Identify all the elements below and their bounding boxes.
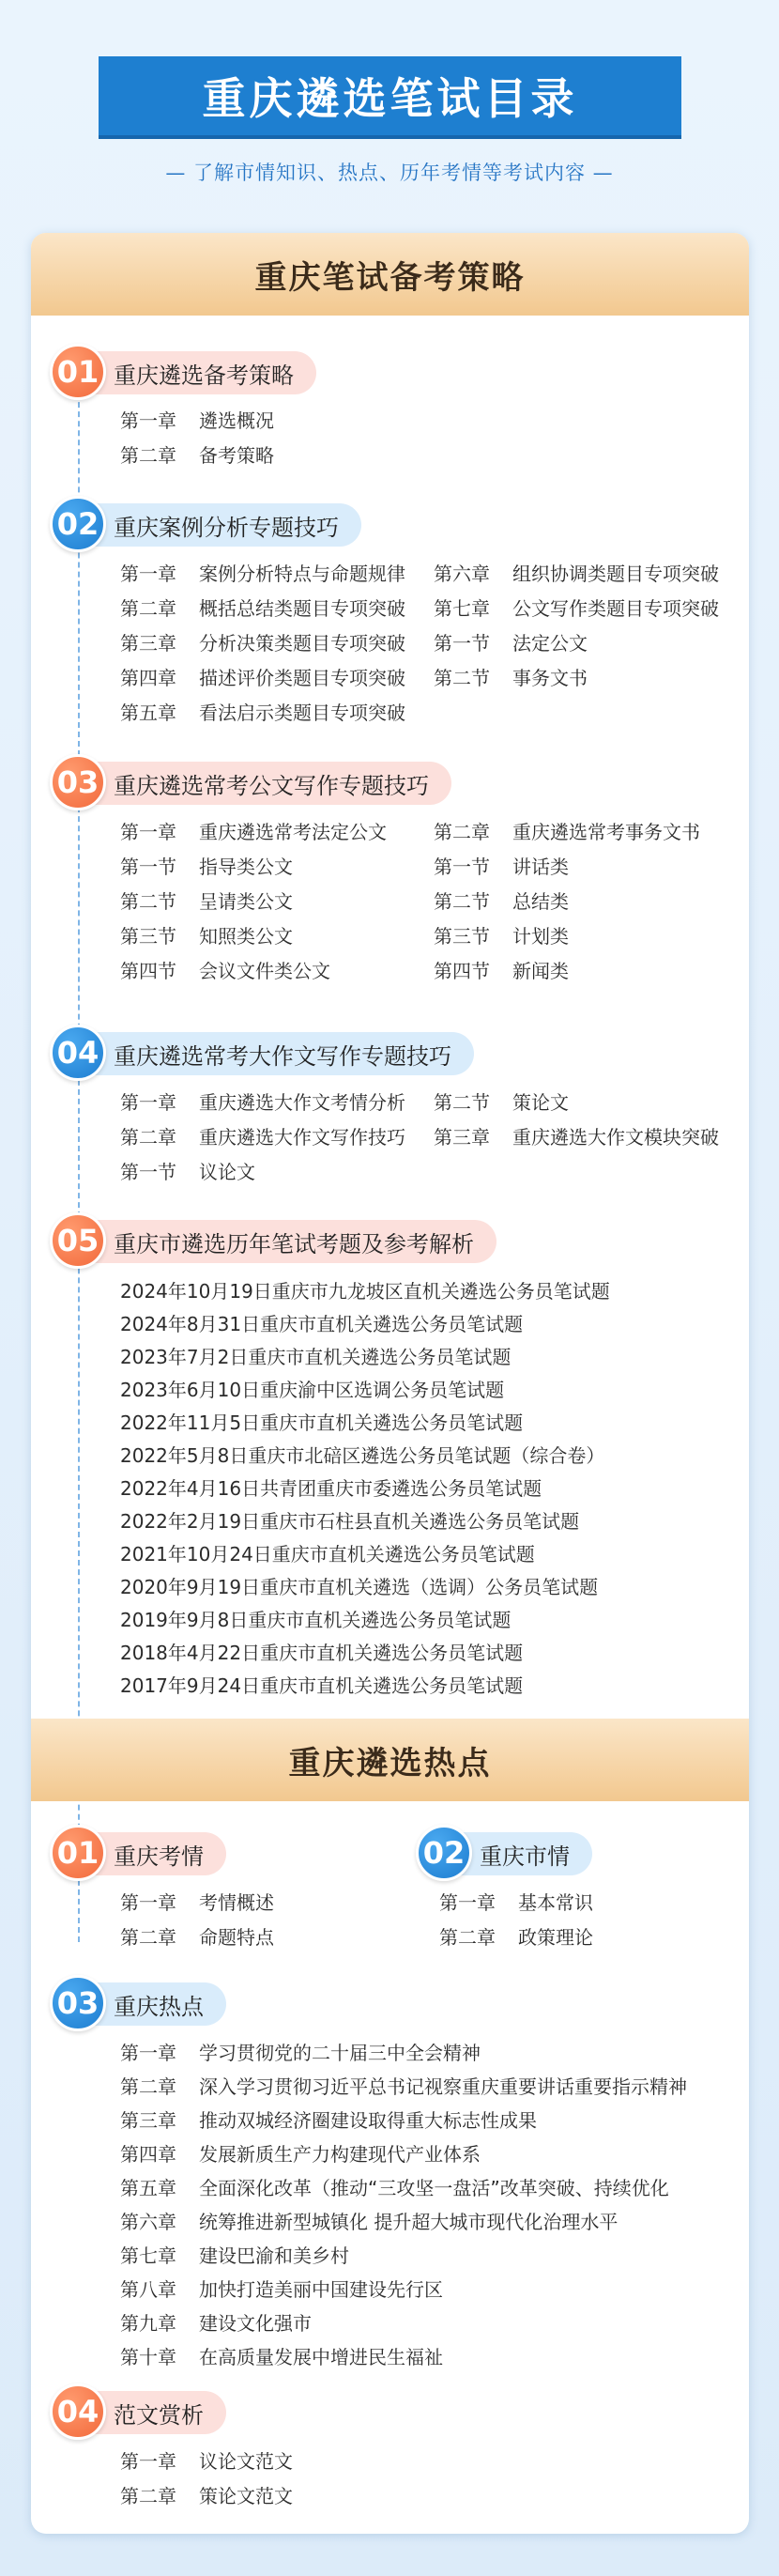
exam-paper-item: 2017年9月24日重庆市直机关遴选公务员笔试题 — [120, 1674, 524, 1697]
list-item: 第二章 命题特点 — [120, 1926, 274, 1949]
part2-banner — [31, 1719, 749, 1801]
list-item: 第二章 概括总结类题目专项突破 — [120, 597, 405, 620]
section-number-badge: 04 — [50, 2383, 106, 2440]
section-title: 重庆遴选常考公文写作专题技巧 — [67, 762, 451, 805]
exam-paper-item: 2023年7月2日重庆市直机关遴选公务员笔试题 — [120, 1346, 512, 1368]
list-item: 第四节 会议文件类公文 — [120, 960, 330, 982]
section-number-badge: 02 — [416, 1825, 472, 1881]
list-item: 第八章 加快打造美丽中国建设先行区 — [120, 2278, 443, 2301]
exam-paper-item: 2022年5月8日重庆市北碚区遴选公务员笔试题（综合卷） — [120, 1444, 605, 1467]
list-item: 第十章 在高质量发展中增进民生福祉 — [120, 2346, 443, 2368]
section-title: 重庆市遴选历年笔试考题及参考解析 — [67, 1220, 496, 1263]
exam-paper-item: 2024年10月19日重庆市九龙坡区直机关遴选公务员笔试题 — [120, 1280, 610, 1303]
timeline-line — [78, 346, 80, 1942]
section-title: 重庆遴选常考大作文写作专题技巧 — [67, 1032, 474, 1075]
section-number-badge: 01 — [50, 344, 106, 400]
list-item: 第一章 遴选概况 — [120, 409, 274, 432]
list-item: 第五章 全面深化改革（推动“三攻坚一盘活”改革突破、持续优化 — [120, 2177, 669, 2199]
list-item: 第五章 看法启示类题目专项突破 — [120, 702, 405, 724]
exam-paper-item: 2023年6月10日重庆渝中区选调公务员笔试题 — [120, 1379, 505, 1401]
list-item: 第六章 组织协调类题目专项突破 — [434, 563, 719, 585]
part1-banner-title: 重庆笔试备考策略 — [254, 258, 526, 297]
exam-paper-item: 2019年9月8日重庆市直机关遴选公务员笔试题 — [120, 1609, 512, 1631]
section-title: 重庆市情 — [433, 1832, 592, 1875]
list-item: 第三节 知照类公文 — [120, 925, 293, 948]
section-title: 重庆热点 — [67, 1982, 226, 2026]
list-item: 第二章 备考策略 — [120, 444, 274, 467]
page-title: 重庆遴选笔试目录 — [202, 73, 578, 124]
list-item: 第一章 重庆遴选常考法定公文 — [120, 821, 387, 843]
list-item: 第一节 指导类公文 — [120, 856, 293, 878]
exam-paper-item: 2018年4月22日重庆市直机关遴选公务员笔试题 — [120, 1642, 524, 1664]
section-title: 重庆案例分析专题技巧 — [67, 503, 361, 547]
exam-paper-item: 2024年8月31日重庆市直机关遴选公务员笔试题 — [120, 1313, 524, 1335]
list-item: 第四章 描述评价类题目专项突破 — [120, 667, 405, 689]
list-item: 第二章 重庆遴选常考事务文书 — [434, 821, 700, 843]
list-item: 第二章 策论文范文 — [120, 2485, 293, 2507]
exam-paper-item: 2021年10月24日重庆市直机关遴选公务员笔试题 — [120, 1543, 535, 1566]
list-item: 第一章 议论文范文 — [120, 2450, 293, 2473]
list-item: 第一节 讲话类 — [434, 856, 569, 878]
list-item: 第三章 推动双城经济圈建设取得重大标志性成果 — [120, 2109, 537, 2132]
exam-paper-item: 2020年9月19日重庆市直机关遴选（选调）公务员笔试题 — [120, 1576, 599, 1598]
exam-paper-item: 2022年11月5日重庆市直机关遴选公务员笔试题 — [120, 1411, 524, 1434]
exam-paper-item: 2022年4月16日共青团重庆市委遴选公务员笔试题 — [120, 1477, 542, 1500]
list-item: 第二节 事务文书 — [434, 667, 588, 689]
list-item: 第三章 重庆遴选大作文模块突破 — [434, 1126, 719, 1149]
exam-paper-item: 2022年2月19日重庆市石柱县直机关遴选公务员笔试题 — [120, 1510, 580, 1533]
list-item: 第三节 计划类 — [434, 925, 569, 948]
catalog-card — [31, 233, 749, 2534]
list-item: 第一章 重庆遴选大作文考情分析 — [120, 1091, 405, 1114]
part2-banner-title: 重庆遴选热点 — [288, 1744, 492, 1782]
list-item: 第一节 法定公文 — [434, 632, 588, 655]
part1-banner — [31, 233, 749, 316]
list-item: 第七章 公文写作类题目专项突破 — [434, 597, 719, 620]
section-title: 重庆考情 — [67, 1832, 226, 1875]
list-item: 第三章 分析决策类题目专项突破 — [120, 632, 405, 655]
list-item: 第二节 策论文 — [434, 1091, 569, 1114]
list-item: 第一节 议论文 — [120, 1161, 255, 1183]
section-title: 范文赏析 — [67, 2391, 226, 2434]
section-number-badge: 02 — [50, 496, 106, 552]
list-item: 第九章 建设文化强市 — [120, 2312, 312, 2335]
list-item: 第二节 总结类 — [434, 890, 569, 913]
list-item: 第一章 案例分析特点与命题规律 — [120, 563, 405, 585]
list-item: 第四节 新闻类 — [434, 960, 569, 982]
list-item: 第一章 考情概述 — [120, 1891, 274, 1914]
list-item: 第一章 学习贯彻党的二十届三中全会精神 — [120, 2042, 481, 2064]
section-title: 重庆遴选备考策略 — [67, 351, 316, 394]
section-number-badge: 01 — [50, 1825, 106, 1881]
list-item: 第二章 深入学习贯彻习近平总书记视察重庆重要讲话重要指示精神 — [120, 2075, 687, 2098]
page-subtitle: — 了解市情知识、热点、历年考情等考试内容 — — [165, 162, 614, 184]
title-banner — [99, 56, 681, 135]
list-item: 第六章 统筹推进新型城镇化 提升超大城市现代化治理水平 — [120, 2211, 619, 2233]
list-item: 第一章 基本常识 — [439, 1891, 593, 1914]
list-item: 第二节 呈请类公文 — [120, 890, 293, 913]
list-item: 第七章 建设巴渝和美乡村 — [120, 2244, 349, 2267]
list-item: 第二章 重庆遴选大作文写作技巧 — [120, 1126, 405, 1149]
list-item: 第二章 政策理论 — [439, 1926, 593, 1949]
section-number-badge: 04 — [50, 1025, 106, 1081]
section-number-badge: 05 — [50, 1212, 106, 1269]
section-number-badge: 03 — [50, 754, 106, 810]
list-item: 第四章 发展新质生产力构建现代产业体系 — [120, 2143, 481, 2166]
section-number-badge: 03 — [50, 1975, 106, 2031]
